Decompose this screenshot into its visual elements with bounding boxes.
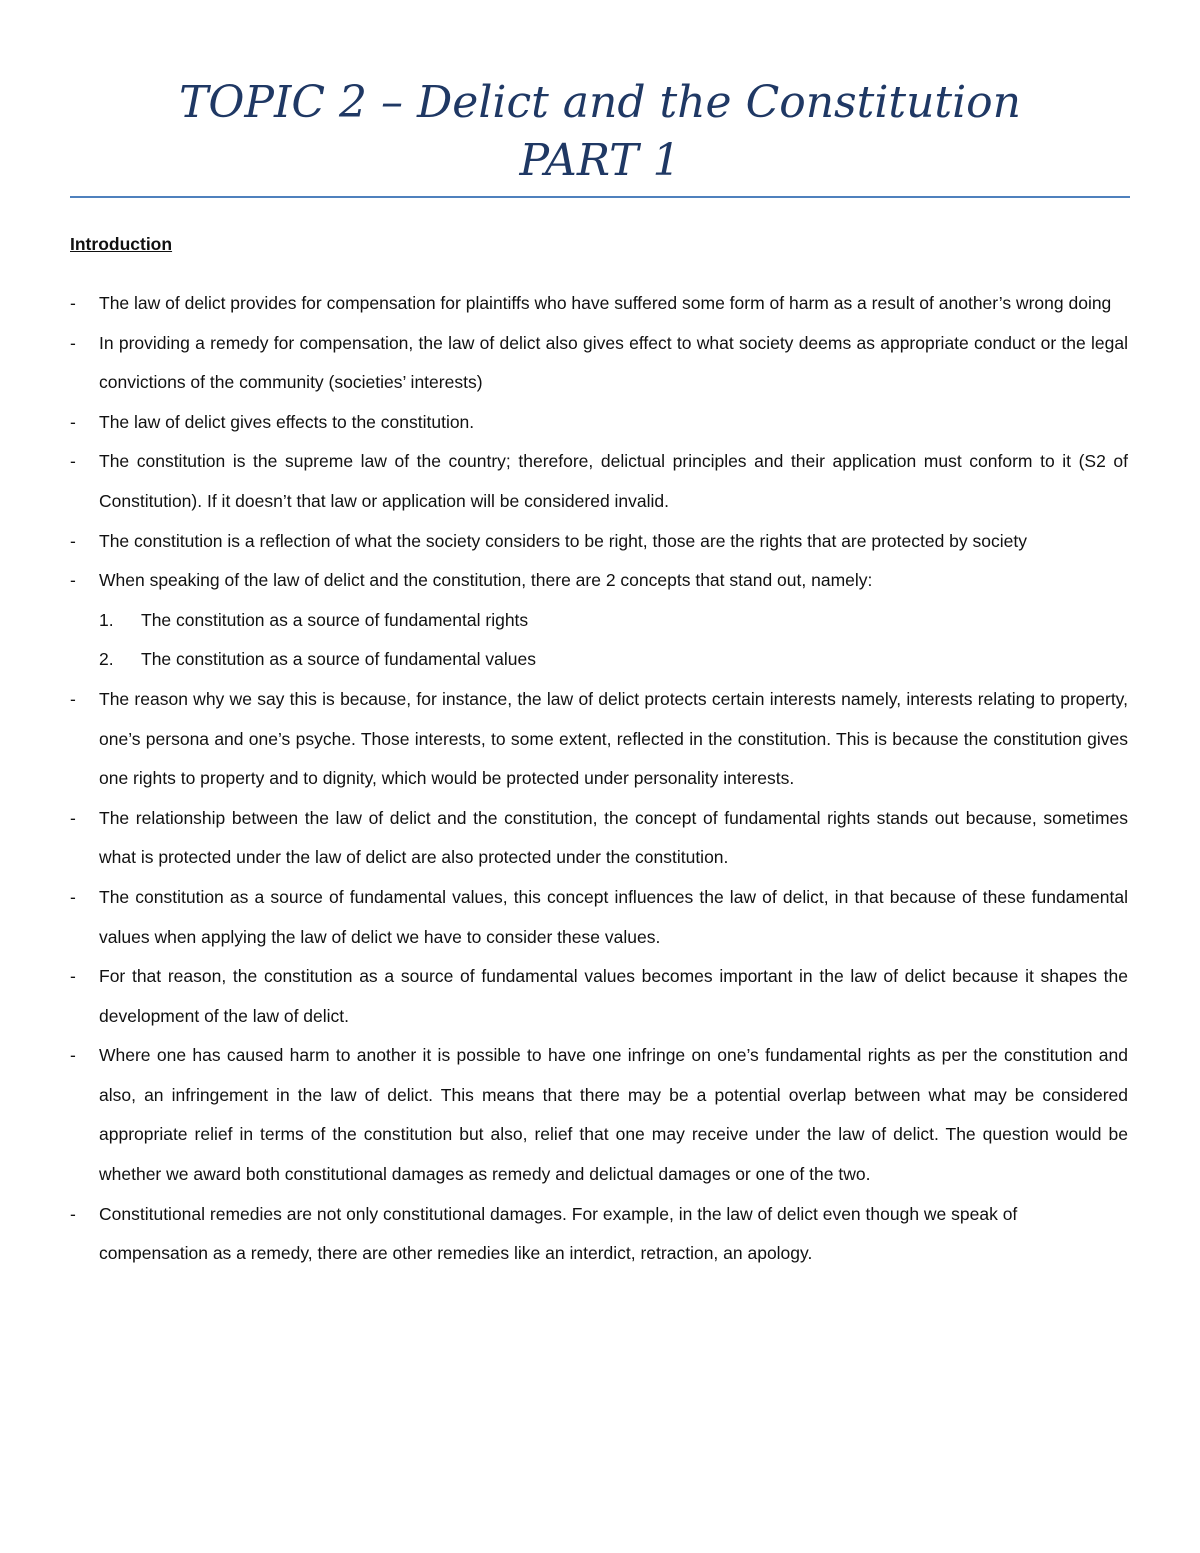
- bullet-marker: -: [70, 1203, 76, 1224]
- bullet-text: The reason why we say this is because, for instance, the law of delict protects certain interests namely, interests relating to property, one’s persona and one’s psyche. Those interests, to some extent, reflected in the constitution. This is because the constitution gives one rights to property and to dignity, which would be protected under personality interests.: [99, 688, 1128, 789]
- bullet-item: [70, 522, 1128, 562]
- bullet-marker: -: [70, 886, 76, 907]
- bullet-item: [70, 680, 1128, 799]
- bullet-text: Constitutional remedies are not only constitutional damages. For example, in the law of delict even though we speak of compensation as a remedy, there are other remedies like an interdict, retraction, an apology.: [99, 1203, 1018, 1264]
- bullet-text: The constitution is a reflection of what the society considers to be right, those are the rights that are protected by society: [99, 530, 1027, 551]
- bullet-marker: -: [70, 451, 76, 472]
- bullet-text: The law of delict gives effects to the constitution.: [99, 411, 475, 432]
- bullet-marker: -: [70, 332, 76, 353]
- bullet-item: [70, 324, 1128, 403]
- bullet-marker: -: [70, 411, 76, 432]
- bullet-text: For that reason, the constitution as a source of fundamental values becomes important in the law of delict because it shapes the development of the law of delict.: [99, 966, 1128, 1026]
- section-heading-introduction: Introduction: [70, 234, 173, 254]
- bullet-item: [70, 442, 1128, 521]
- bullet-text: The relationship between the law of delict and the constitution, the concept of fundamental rights stands out because, sometimes what is protected under the law of delict are also protected under the constitution.: [99, 807, 1128, 868]
- bullet-text: When speaking of the law of delict and the constitution, there are 2 concepts that stand out, namely:: [99, 570, 873, 591]
- numbered-item-number: 2.: [99, 649, 114, 670]
- bullet-marker: -: [70, 807, 76, 828]
- bullet-text: The constitution is the supreme law of the country; therefore, delictual principles and their application must conform to it (S2 of Constitution). If it doesn’t that law or application will be considered invalid.: [99, 451, 1128, 511]
- bullet-marker: -: [70, 688, 76, 709]
- bullet-item: [70, 799, 1128, 878]
- bullet-item: [70, 284, 1128, 324]
- document-body: [70, 284, 1128, 1274]
- bullet-item: [70, 561, 1128, 601]
- numbered-item: [70, 601, 1128, 641]
- title-line-part: PART 1: [519, 135, 681, 186]
- document-title: [0, 74, 1200, 190]
- bullet-item: [70, 1036, 1128, 1194]
- bullet-item: [70, 403, 1128, 443]
- bullet-item: [70, 957, 1128, 1036]
- bullet-marker: -: [70, 1045, 76, 1066]
- bullet-marker: -: [70, 966, 76, 987]
- bullet-marker: -: [70, 293, 76, 313]
- bullet-marker: -: [70, 570, 76, 591]
- bullet-item: [70, 878, 1128, 957]
- bullet-text: The constitution as a source of fundamental values, this concept influences the law of delict, in that because of these fundamental values when applying the law of delict we have to consider these values.: [99, 886, 1128, 947]
- numbered-item: [70, 640, 1128, 680]
- title-line-topic: TOPIC 2 – Delict and the Constitution: [179, 77, 1021, 128]
- numbered-item-text: The constitution as a source of fundamental rights: [141, 609, 529, 630]
- bullet-marker: -: [70, 530, 76, 551]
- bullet-text: The law of delict provides for compensation for plaintiffs who have suffered some form of harm as a result of another’s wrong doing: [99, 293, 1112, 313]
- numbered-item-text: The constitution as a source of fundamental values: [141, 649, 536, 670]
- numbered-item-number: 1.: [99, 609, 114, 630]
- title-divider: [70, 196, 1130, 198]
- bullet-text: In providing a remedy for compensation, the law of delict also gives effect to what society deems as appropriate conduct or the legal convictions of the community (societies’ interests): [99, 332, 1128, 393]
- bullet-item: [70, 1195, 1128, 1274]
- bullet-text: Where one has caused harm to another it is possible to have one infringe on one’s fundamental rights as per the constitution and also, an infringement in the law of delict. This means that there may be a potential overlap between what may be considered appropriate relief in terms of the constitution but also, relief that one may receive under the law of delict. The question would be whether we award both constitutional damages as remedy and delictual damages or one of the two.: [99, 1045, 1128, 1185]
